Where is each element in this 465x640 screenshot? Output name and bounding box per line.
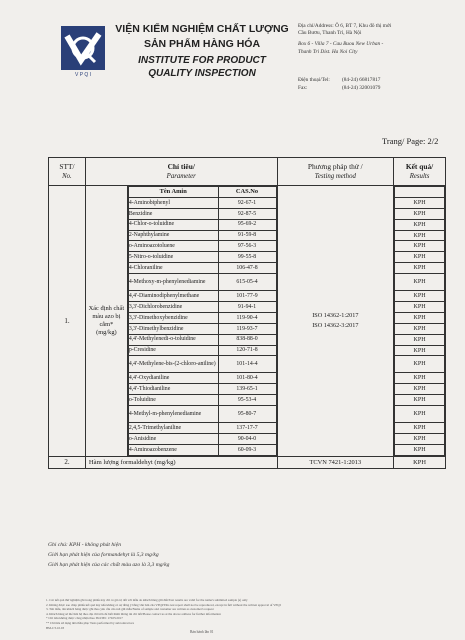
amine-name: 4-Chlor-o-toluidine xyxy=(128,219,218,230)
table-header-row xyxy=(49,158,446,186)
amine-name: 3,3'-Dimethylbenzidine xyxy=(128,323,218,334)
address-line: Địa chỉ/Address: Ô 6, BT 7, Khu đô thị mới xyxy=(298,23,392,29)
amine-cas: 91-94-1 xyxy=(218,302,276,313)
amine-row xyxy=(128,302,276,313)
form-code: BM-CT-10.03 xyxy=(46,625,65,630)
address-line: Thanh Tri Dist. Ha Noi City xyxy=(298,48,358,55)
result-row xyxy=(395,302,445,313)
amine-name: 4,4'-Methylenedi-o-toluidine xyxy=(128,334,218,345)
amine-cas: 95-80-7 xyxy=(218,406,276,423)
header-method: Phương pháp thử / Testing method xyxy=(277,158,394,186)
result-row xyxy=(395,230,445,241)
amine-cas: 92-67-1 xyxy=(218,197,276,208)
fine-line: 1. Các kết quả thử nghiệm ghi trong phiếu này chỉ có giá trị đối với mẫu do khách hàng gửi đến/Test results are valid for the name's submitted sample (s) only xyxy=(46,598,248,602)
row2-no: 2. xyxy=(49,456,86,468)
amine-cas: 91-59-8 xyxy=(218,230,276,241)
amine-result: KPH xyxy=(395,356,445,373)
amine-row xyxy=(128,384,276,395)
amine-row xyxy=(128,323,276,334)
row2-method: TCVN 7421-1:2013 xyxy=(277,456,394,468)
amine-name: o-Aminoazotoluene xyxy=(128,241,218,252)
result-row xyxy=(395,423,445,434)
amine-name: 4-Aminobiphenyl xyxy=(128,197,218,208)
amine-name: 2,4,5-Trimethylaniline xyxy=(128,423,218,434)
amine-row xyxy=(128,208,276,219)
cas-header: CAS.No xyxy=(218,187,276,198)
result-row xyxy=(395,274,445,291)
notes xyxy=(48,540,169,570)
amine-row xyxy=(128,274,276,291)
amine-name: Benzidine xyxy=(128,208,218,219)
method-iso-1: ISO 14362-1:2017 xyxy=(312,311,359,319)
row1-no: 1. xyxy=(49,186,86,457)
result-row xyxy=(395,323,445,334)
fine-line: ** Chỉ tiêu sử dụng nhà thầu phụ/ Tests performed by subcontractors xyxy=(46,620,134,625)
result-row xyxy=(395,356,445,373)
amine-subtable-cell xyxy=(127,186,277,457)
amine-cas: 99-55-8 xyxy=(218,252,276,263)
method-iso-3: ISO 14362-3:2017 xyxy=(312,321,359,329)
org-name-vn-line1: VIỆN KIỂM NGHIỆM CHẤT LƯỢNG xyxy=(115,23,289,35)
result-row xyxy=(395,197,445,208)
amine-result: KPH xyxy=(395,241,445,252)
amine-name: 4,4'-Oxydianiline xyxy=(128,373,218,384)
amine-result: KPH xyxy=(395,373,445,384)
amine-cas: 139-65-1 xyxy=(218,384,276,395)
amine-result: KPH xyxy=(395,395,445,406)
note-line: Giới hạn phát hiện của các chất màu azo là 3,3 mg/kg xyxy=(48,562,170,568)
fine-line: 3. Tên mẫu, tên khách hàng được ghi theo yêu cầu của nơi gửi mẫu/Name of sample and customer are written as customer's request xyxy=(46,607,214,612)
result-row xyxy=(395,263,445,274)
amine-result: KPH xyxy=(395,312,445,323)
amine-row xyxy=(128,241,276,252)
amine-row xyxy=(128,434,276,445)
result-row xyxy=(395,406,445,423)
result-row xyxy=(395,312,445,323)
fax-value: (84-24) 32001079 xyxy=(342,85,381,91)
contact-block xyxy=(298,76,458,92)
amine-result: KPH xyxy=(395,252,445,263)
amine-name: 4,4'-Diaminodiphenylmethane xyxy=(128,291,218,302)
result-row xyxy=(395,252,445,263)
fine-print xyxy=(46,598,446,630)
amine-result: KPH xyxy=(395,291,445,302)
org-name-en-line2: QUALITY INSPECTION xyxy=(148,68,256,79)
org-name-vn xyxy=(112,22,292,52)
result-row xyxy=(395,434,445,445)
amine-name: 3,3'-Dichlorobenzidine xyxy=(128,302,218,313)
vpqi-logo xyxy=(57,24,109,84)
row1-param: Xác định chất màu azo bị cắm* (mg/kg) xyxy=(85,186,127,457)
amine-name: 4-Methoxy-m-phenylenediamine xyxy=(128,274,218,291)
result-row xyxy=(395,345,445,356)
amine-result: KPH xyxy=(395,334,445,345)
amine-cas: 97-56-3 xyxy=(218,241,276,252)
row2-result: KPH xyxy=(394,456,446,468)
amine-cas: 119-90-4 xyxy=(218,312,276,323)
note-line: Giới hạn phát hiện của formandehyt là 5,3 mg/kg xyxy=(48,552,159,558)
amine-result: KPH xyxy=(395,197,445,208)
footer-edition: Bản hành lần 01 xyxy=(190,630,214,634)
result-row xyxy=(395,219,445,230)
amine-result: KPH xyxy=(395,263,445,274)
amine-result: KPH xyxy=(395,230,445,241)
amine-name: p-Cresidine xyxy=(128,345,218,356)
result-row xyxy=(395,384,445,395)
amine-cas: 95-53-4 xyxy=(218,395,276,406)
org-name-vn-line2: SẢN PHẨM HÀNG HÓA xyxy=(143,38,261,50)
amine-row xyxy=(128,263,276,274)
results-subtable-cell xyxy=(394,186,446,457)
amine-cas: 120-71-8 xyxy=(218,345,276,356)
note-line: Ghi chú: KPH - không phát hiện xyxy=(48,542,122,548)
amine-cas: 60-09-3 xyxy=(218,444,276,455)
amine-row xyxy=(128,345,276,356)
amine-cas: 90-04-0 xyxy=(218,434,276,445)
address-line: Cầu Bươu, Thanh Trì, Hà Nội xyxy=(298,30,362,37)
amine-result: KPH xyxy=(395,274,445,291)
amine-result: KPH xyxy=(395,302,445,313)
amine-cas: 106-47-8 xyxy=(218,263,276,274)
amine-row xyxy=(128,395,276,406)
org-name-en-line1: INSTITUTE FOR PRODUCT xyxy=(138,55,266,66)
amine-result: KPH xyxy=(395,406,445,423)
address-line: Box 6 - Villa 7 - Cau Buou New Urban - xyxy=(298,41,384,48)
amine-result: KPH xyxy=(395,423,445,434)
results-table xyxy=(48,157,446,469)
amine-name: 4-Methyl-m-phenylenediamine xyxy=(128,406,218,423)
fine-line: * Chỉ tiêu không được công nhận theo ISO/IEC 17025:2017 xyxy=(46,616,123,621)
amine-row xyxy=(128,197,276,208)
header-parameter: Chỉ tiêu/ Parameter xyxy=(85,158,277,186)
results-subtable xyxy=(394,186,445,456)
phone-value: (84-24) 66817817 xyxy=(342,77,381,83)
amine-cas: 137-17-7 xyxy=(218,423,276,434)
amine-cas: 615-05-4 xyxy=(218,274,276,291)
result-row xyxy=(395,395,445,406)
fax-label: Fax: xyxy=(298,85,308,91)
result-row xyxy=(395,208,445,219)
amine-row xyxy=(128,312,276,323)
phone-label: Điện thoại/Tel: xyxy=(298,77,330,83)
table-row-2 xyxy=(49,456,446,468)
result-row xyxy=(395,444,445,455)
amine-row xyxy=(128,356,276,373)
amine-result: KPH xyxy=(395,208,445,219)
logo-caption: V P Q I xyxy=(74,72,92,78)
org-name-en xyxy=(112,54,292,80)
amine-row xyxy=(128,252,276,263)
row1-method xyxy=(277,186,394,457)
amine-row xyxy=(128,230,276,241)
amine-row xyxy=(128,406,276,423)
amine-result: KPH xyxy=(395,384,445,395)
amine-result: KPH xyxy=(395,219,445,230)
amine-row xyxy=(128,373,276,384)
amine-row xyxy=(128,334,276,345)
amine-name: 4,4'-Methylene-bis-(2-chloro-aniline) xyxy=(128,356,218,373)
fine-line: 2. Không được sao chép phiếu kết quả này nếu không có sự đồng ý bằng văn bản của VPQI/This test report shall not be reproduced, except in full without the written approval of VPQI xyxy=(46,602,281,607)
amine-cas: 101-14-4 xyxy=(218,356,276,373)
amine-result: KPH xyxy=(395,345,445,356)
amine-name: 4,4'-Thiodianiline xyxy=(128,384,218,395)
amine-cas: 119-93-7 xyxy=(218,323,276,334)
result-row xyxy=(395,291,445,302)
amine-cas: 92-87-5 xyxy=(218,208,276,219)
amine-result: KPH xyxy=(395,434,445,445)
address-block xyxy=(298,23,458,56)
header-stt: STT/ No. xyxy=(49,158,86,186)
amine-name: 3,3'-Dimethoxybenzidine xyxy=(128,312,218,323)
amine-subtable xyxy=(128,186,277,456)
row2-param: Hàm lượng formaldehyt (mg/kg) xyxy=(85,456,277,468)
amine-subtable-header xyxy=(128,187,276,198)
amine-row xyxy=(128,219,276,230)
amine-name: 2-Naphthylamine xyxy=(128,230,218,241)
amine-result: KPH xyxy=(395,444,445,455)
amine-cas: 838-88-0 xyxy=(218,334,276,345)
amine-result: KPH xyxy=(395,323,445,334)
amine-name: o-Anisidine xyxy=(128,434,218,445)
amine-name: 4-Chloraniline xyxy=(128,263,218,274)
amine-row xyxy=(128,291,276,302)
amine-name: 5-Nitro-o-toluidine xyxy=(128,252,218,263)
result-row xyxy=(395,241,445,252)
amine-name: o-Toluidine xyxy=(128,395,218,406)
result-blank xyxy=(395,187,445,198)
amine-row xyxy=(128,444,276,455)
fine-line: 4. Khách hàng sẽ thể liên hệ theo địa chỉ trên để biết thêm thông tin chi tiết/Please contact us at the above address for further information xyxy=(46,611,221,616)
amine-cas: 101-80-4 xyxy=(218,373,276,384)
result-row xyxy=(395,373,445,384)
result-row xyxy=(395,334,445,345)
amine-name: 4-Aminoazobenzene xyxy=(128,444,218,455)
amine-cas: 95-69-2 xyxy=(218,219,276,230)
amine-cas: 101-77-9 xyxy=(218,291,276,302)
header-result: Kết quả/ Results xyxy=(394,158,446,186)
amine-name-header: Tên Amin xyxy=(128,187,218,198)
table-row-1 xyxy=(49,186,446,457)
amine-row xyxy=(128,423,276,434)
page-number: Trang/ Page: 2/2 xyxy=(382,136,439,146)
